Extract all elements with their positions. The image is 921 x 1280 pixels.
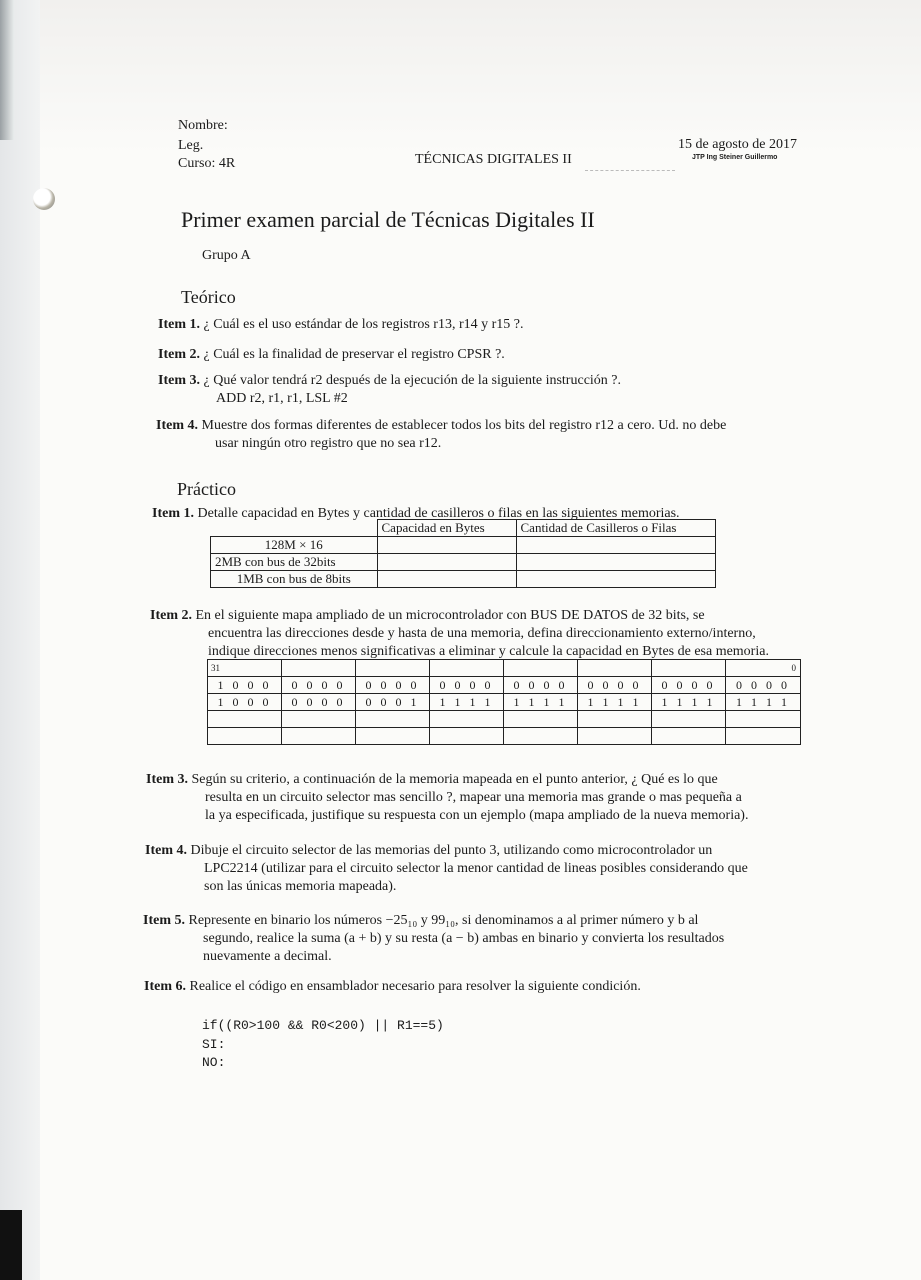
nibble: 0 0 0 0 (504, 677, 578, 694)
course-title: TÉCNICAS DIGITALES II (415, 152, 572, 167)
table-row (211, 554, 716, 571)
item-label: Item 4. (145, 843, 187, 858)
item-label: Item 2. (158, 347, 200, 362)
nibble: 1 0 0 0 (208, 694, 282, 711)
binder-shadow (0, 0, 14, 140)
curso-label: Curso: 4R (178, 156, 236, 171)
teorico-item-3-instruction: ADD r2, r1, r1, LSL #2 (216, 391, 348, 406)
nibble: 1 1 1 1 (652, 694, 726, 711)
nibble: 1 1 1 1 (726, 694, 801, 711)
column-header-capacidad: Capacidad en Bytes (377, 520, 516, 537)
answer-cell[interactable] (516, 554, 715, 571)
nibble: 1 0 0 0 (208, 677, 282, 694)
answer-cell[interactable] (652, 711, 726, 728)
teorico-item-3 (158, 372, 621, 390)
nibble: 1 1 1 1 (504, 694, 578, 711)
item-label: Item 6. (144, 979, 186, 994)
practico-item-4 (145, 842, 712, 860)
item-text: ¿ Qué valor tendrá r2 después de la ejecución de la siguiente instrucción ?. (203, 373, 622, 388)
column-header-casilleros: Cantidad de Casilleros o Filas (516, 520, 715, 537)
practico-item-2-line-2: encuentra las direcciones desde y hasta de una memoria, defina direccionamiento externo/interno, (208, 626, 756, 641)
answer-cell[interactable] (356, 728, 430, 745)
practico-item-3-line-2: resulta en un circuito selector mas sencillo ?, mapear una memoria mas grande o mas pequeña a (205, 790, 742, 805)
answer-row (208, 711, 801, 728)
practico-item-3-line-3: la ya especificada, justifique su respuesta con un ejemplo (mapa ampliado de la nueva memoria). (205, 808, 749, 823)
table-cell (652, 660, 726, 677)
punch-hole (33, 188, 55, 210)
teorico-item-4-cont: usar ningún otro registro que no sea r12. (215, 436, 442, 451)
answer-cell[interactable] (282, 728, 356, 745)
memory-row-label: 128M × 16 (211, 537, 378, 554)
practico-item-4-line-2: LPC2214 (utilizar para el circuito selector la menor cantidad de lineas posibles considerando que (204, 861, 748, 876)
nibble: 0 0 0 0 (430, 677, 504, 694)
answer-cell[interactable] (516, 537, 715, 554)
address-to-row (208, 694, 801, 711)
answer-cell[interactable] (504, 711, 578, 728)
nibble: 0 0 0 1 (356, 694, 430, 711)
address-map-table (207, 659, 801, 745)
answer-cell[interactable] (504, 728, 578, 745)
jtp-name: JTP Ing Steiner Guillermo (692, 154, 778, 161)
item-label: Item 1. (158, 317, 200, 332)
item-label: Item 2. (150, 608, 192, 623)
item-text: Dibuje el circuito selector de las memorias del punto 3, utilizando como microcontrolador un (190, 843, 713, 858)
nibble: 0 0 0 0 (356, 677, 430, 694)
nibble: 0 0 0 0 (652, 677, 726, 694)
nibble: 0 0 0 0 (282, 694, 356, 711)
practico-item-5-line-2: segundo, realice la suma (a + b) y su resta (a − b) ambas en binario y convierta los resultados (203, 931, 725, 946)
item-label: Item 3. (158, 373, 200, 388)
practico-item-5-line-3: nuevamente a decimal. (203, 949, 332, 964)
practico-item-6 (144, 978, 641, 996)
answer-row (208, 728, 801, 745)
item-text: ¿ Cuál es el uso estándar de los registros r13, r14 y r15 ?. (203, 317, 524, 332)
nibble: 1 1 1 1 (430, 694, 504, 711)
table-row (211, 571, 716, 588)
bit-31-label: 31 (208, 660, 282, 677)
answer-cell[interactable] (726, 711, 801, 728)
answer-cell[interactable] (377, 554, 516, 571)
header-divider (585, 170, 675, 171)
table-header-row (211, 520, 716, 537)
section-teorico: Teórico (181, 287, 236, 307)
practico-item-4-line-3: son las únicas memoria mapeada). (204, 879, 397, 894)
answer-cell[interactable] (208, 711, 282, 728)
legajo-label: Leg. (178, 138, 204, 153)
table-row (211, 537, 716, 554)
item-label: Item 1. (152, 506, 194, 521)
item-text: Detalle capacidad en Bytes y cantidad de casilleros o filas en las siguientes memorias. (197, 506, 680, 521)
answer-cell[interactable] (430, 711, 504, 728)
code-label-si: SI: (202, 1037, 226, 1052)
item-text: En el siguiente mapa ampliado de un microcontrolador con BUS DE DATOS de 32 bits, se (195, 608, 705, 623)
teorico-item-4 (156, 417, 726, 435)
bit-0-label: 0 (726, 660, 801, 677)
answer-cell[interactable] (282, 711, 356, 728)
memory-row-label: 2MB con bus de 32bits (211, 554, 378, 571)
nombre-label: Nombre: (178, 118, 228, 133)
exam-title: Primer examen parcial de Técnicas Digitales II (181, 207, 595, 232)
section-practico: Práctico (177, 479, 236, 499)
nibble: 0 0 0 0 (726, 677, 801, 694)
item-label: Item 4. (156, 418, 198, 433)
answer-cell[interactable] (356, 711, 430, 728)
answer-cell[interactable] (377, 571, 516, 588)
practico-item-5 (143, 912, 698, 930)
practico-item-2-line-3: indique direcciones menos significativas a eliminar y calcule la capacidad en Bytes de esa memoria. (208, 644, 769, 659)
exam-group: Grupo A (202, 248, 251, 263)
answer-cell[interactable] (208, 728, 282, 745)
answer-cell[interactable] (430, 728, 504, 745)
answer-cell[interactable] (377, 537, 516, 554)
practico-item-2 (150, 607, 705, 625)
table-cell (282, 660, 356, 677)
answer-cell[interactable] (516, 571, 715, 588)
practico-item-3 (146, 771, 718, 789)
table-cell (430, 660, 504, 677)
teorico-item-2 (158, 346, 505, 364)
item-text: Muestre dos formas diferentes de establecer todos los bits del registro r12 a cero. Ud. no debe (201, 418, 727, 433)
memory-capacity-table (210, 519, 716, 588)
table-cell (504, 660, 578, 677)
item-text: Según su criterio, a continuación de la memoria mapeada en el punto anterior, ¿ Qué es lo que (191, 772, 718, 787)
answer-cell[interactable] (726, 728, 801, 745)
table-cell (211, 520, 378, 537)
page-shadow-bottom (0, 1210, 22, 1280)
answer-cell[interactable] (578, 728, 652, 745)
nibble: 1 1 1 1 (578, 694, 652, 711)
nibble: 0 0 0 0 (282, 677, 356, 694)
code-condition: if((R0>100 && R0<200) || R1==5) (202, 1018, 444, 1033)
code-label-no: NO: (202, 1055, 226, 1070)
teorico-item-1 (158, 316, 523, 334)
table-cell (578, 660, 652, 677)
item-label: Item 3. (146, 772, 188, 787)
bit-header-row (208, 660, 801, 677)
table-cell (356, 660, 430, 677)
answer-cell[interactable] (578, 711, 652, 728)
item-text: Realice el código en ensamblador necesario para resolver la siguiente condición. (189, 979, 641, 994)
memory-row-label: 1MB con bus de 8bits (211, 571, 378, 588)
nibble: 0 0 0 0 (578, 677, 652, 694)
item-text: Represente en binario los números −25₁₀ y 99₁₀, si denominamos a al primer número y b al (188, 913, 699, 928)
answer-cell[interactable] (652, 728, 726, 745)
address-from-row (208, 677, 801, 694)
exam-date: 15 de agosto de 2017 (678, 137, 797, 152)
item-label: Item 5. (143, 913, 185, 928)
item-text: ¿ Cuál es la finalidad de preservar el registro CPSR ?. (203, 347, 505, 362)
